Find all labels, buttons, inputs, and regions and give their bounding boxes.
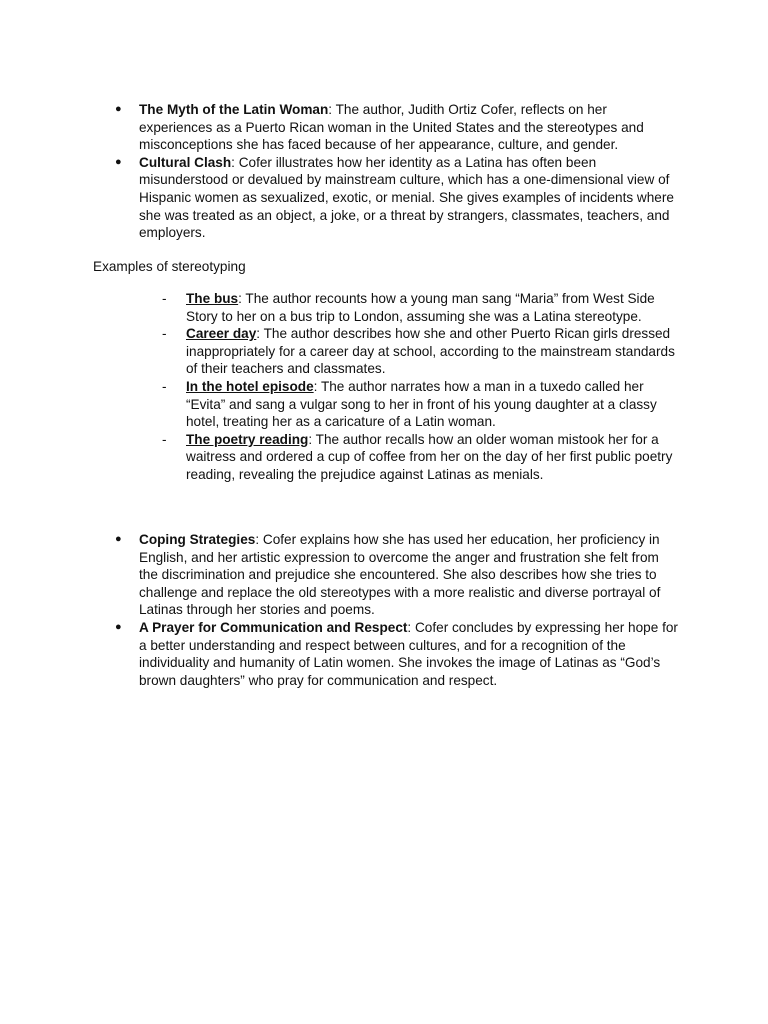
item-term: A Prayer for Communication and Respect [139, 619, 408, 635]
dash-marker: - [162, 431, 167, 447]
list-item [115, 619, 679, 689]
bullet-marker: ● [115, 103, 122, 115]
example-text: : The author recounts how a young man sang “Maria” from West Side Story to her on a bus trip to London, assuming she was a Latina stereotype. [186, 291, 655, 324]
example-term: In the hotel episode [186, 378, 314, 394]
example-term: Career day [186, 326, 257, 342]
dash-marker: - [162, 378, 167, 394]
example-text: : The author recalls how an older woman mistook her for a waitress and ordered a cup of coffee from her on the day of her first public poetry reading, revealing the prejudice against Latinas as menials. [186, 431, 673, 482]
dash-marker: - [162, 291, 167, 306]
example-text: : The author narrates how a man in a tuxedo called her “Evita” and sang a vulgar song to her in front of his young daughter at a classy hotel, treating her as a caricature of a Latin woman. [186, 378, 657, 430]
item-text: : Cofer explains how she has used her education, her proficiency in English, and her artistic expression to overcome the anger and frustration she felt from the discrimination and prejudice she encountered. She also describes how she tries to challenge and replace the old stereotypes with a more realistic and diverse portrayal of Latinas through her stories and poems. [139, 532, 661, 618]
item-text: : The author, Judith Ortiz Cofer, reflects on her experiences as a Puerto Rican woman in the United States and the stereotypes and misconceptions she has faced because of her appearance, culture, and gender. [139, 102, 644, 153]
item-term: Coping Strategies [139, 532, 256, 547]
item-term: The Myth of the Latin Woman [139, 102, 329, 117]
example-term: The bus [186, 291, 239, 306]
example-item [162, 325, 681, 378]
summary-list-bottom [115, 531, 679, 689]
list-item [115, 101, 679, 154]
item-text: : Cofer concludes by expressing her hope for a better understanding and respect between cultures, and for a recognition of the individuality and humanity of Latin women. She invokes the image of Latinas as “God’s brown daughters” who pray for communication and respect. [139, 619, 678, 688]
dash-marker: - [162, 326, 167, 342]
example-term: The poetry reading [186, 431, 309, 447]
list-item [115, 531, 679, 619]
section-heading: Examples of stereotyping [93, 259, 246, 274]
list-item [115, 154, 679, 242]
item-text: : Cofer illustrates how her identity as a Latina has often been misunderstood or devalued by mainstream culture, which has a one-dimensional view of Hispanic women as sexualized, exotic, or menial. She gives examples of incidents where she was treated as an object, a joke, or a threat by strangers, classmates, teachers, and employers. [139, 154, 674, 241]
examples-list [162, 290, 681, 484]
example-text: : The author describes how she and other Puerto Rican girls dressed inappropriately for a career day at school, according to the mainstream standards of their teachers and classmates. [186, 326, 675, 377]
item-term: Cultural Clash [139, 154, 232, 170]
bullet-marker: ● [115, 620, 122, 633]
example-item [162, 378, 681, 431]
bullet-marker: ● [115, 533, 122, 545]
bullet-marker: ● [115, 155, 122, 168]
example-item [162, 290, 681, 325]
example-item [162, 431, 681, 484]
summary-list-top [115, 101, 679, 242]
